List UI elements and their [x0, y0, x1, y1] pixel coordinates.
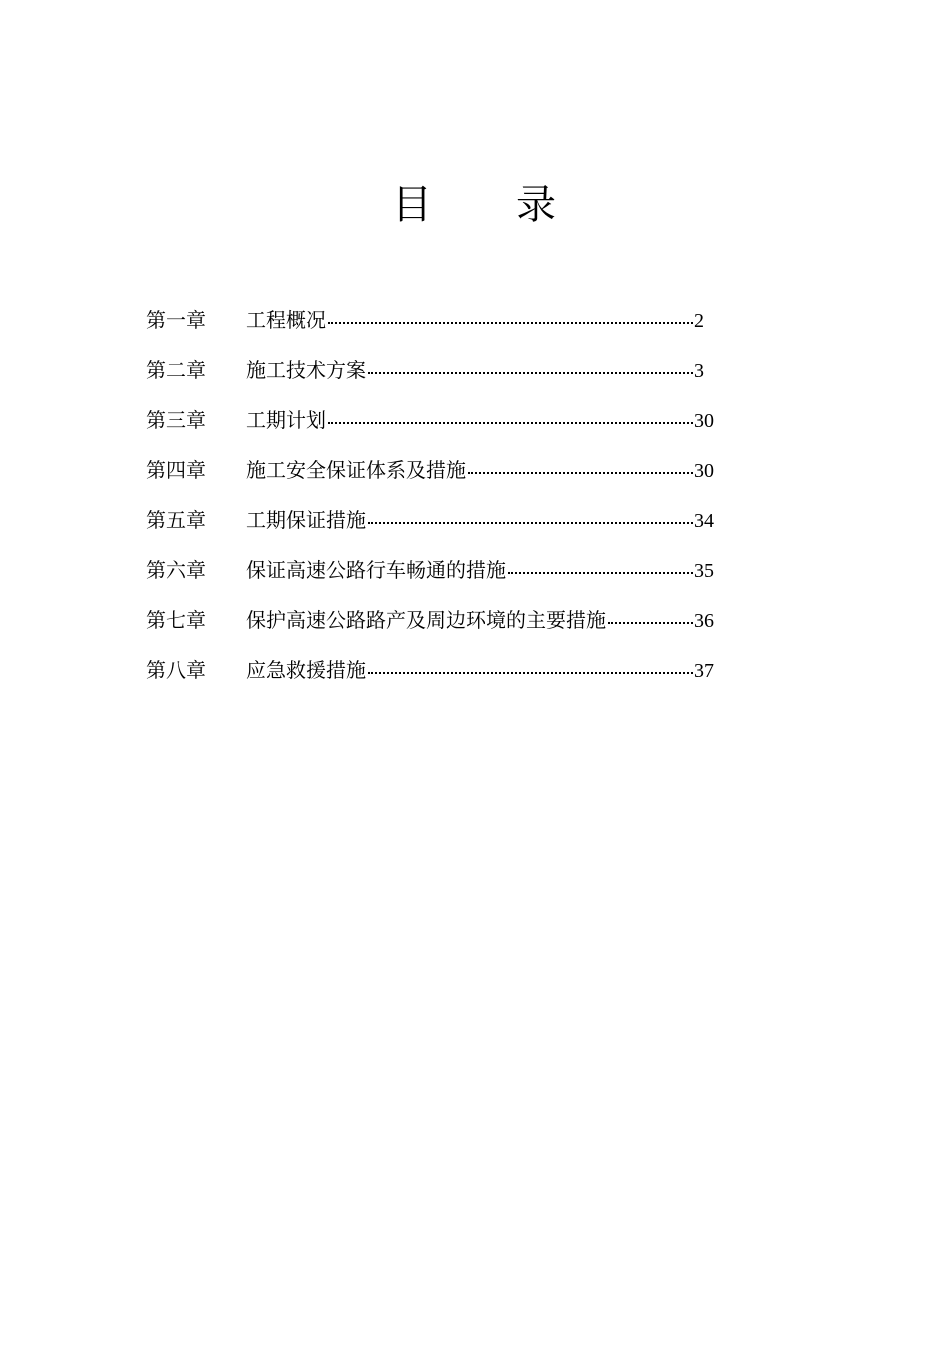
toc-dot-leader	[508, 572, 693, 574]
toc-entry-2[interactable]	[146, 350, 718, 400]
toc-entry-title: 工程概况	[246, 308, 326, 332]
toc-chapter-label: 第七章	[146, 608, 206, 632]
table-of-contents	[146, 300, 718, 700]
toc-entry-title: 保护高速公路路产及周边环境的主要措施	[246, 608, 606, 632]
toc-page-number: 35	[694, 560, 714, 582]
toc-entry-title: 应急救援措施	[246, 658, 366, 682]
toc-entry-6[interactable]	[146, 550, 718, 600]
toc-entry-1[interactable]	[146, 300, 718, 350]
page-title	[0, 177, 950, 233]
toc-chapter-label: 第五章	[146, 508, 206, 532]
toc-dot-leader	[328, 422, 693, 424]
toc-page-number: 30	[694, 460, 714, 482]
title-char-2: 录	[516, 181, 558, 228]
toc-dot-leader	[328, 322, 693, 324]
toc-dot-leader	[468, 472, 693, 474]
toc-entry-title: 施工技术方案	[246, 358, 366, 382]
toc-page-number: 37	[694, 660, 714, 682]
toc-dot-leader	[368, 672, 693, 674]
toc-page-number: 30	[694, 410, 714, 432]
toc-entry-title: 保证高速公路行车畅通的措施	[246, 558, 506, 582]
toc-page-number: 2	[694, 310, 704, 332]
toc-entry-title: 施工安全保证体系及措施	[246, 458, 466, 482]
toc-dot-leader	[368, 522, 693, 524]
toc-chapter-label: 第六章	[146, 558, 206, 582]
toc-chapter-label: 第四章	[146, 458, 206, 482]
toc-entry-8[interactable]	[146, 650, 718, 700]
toc-entry-title: 工期计划	[246, 408, 326, 432]
toc-chapter-label: 第二章	[146, 358, 206, 382]
toc-entry-7[interactable]	[146, 600, 718, 650]
title-char-1: 目	[392, 181, 434, 228]
toc-dot-leader	[608, 622, 693, 624]
toc-chapter-label: 第一章	[146, 308, 206, 332]
toc-page-number: 36	[694, 610, 714, 632]
toc-chapter-label: 第八章	[146, 658, 206, 682]
toc-dot-leader	[368, 372, 693, 374]
toc-page-number: 3	[694, 360, 704, 382]
toc-entry-5[interactable]	[146, 500, 718, 550]
toc-chapter-label: 第三章	[146, 408, 206, 432]
toc-entry-3[interactable]	[146, 400, 718, 450]
toc-entry-title: 工期保证措施	[246, 508, 366, 532]
toc-page-number: 34	[694, 510, 714, 532]
toc-entry-4[interactable]	[146, 450, 718, 500]
